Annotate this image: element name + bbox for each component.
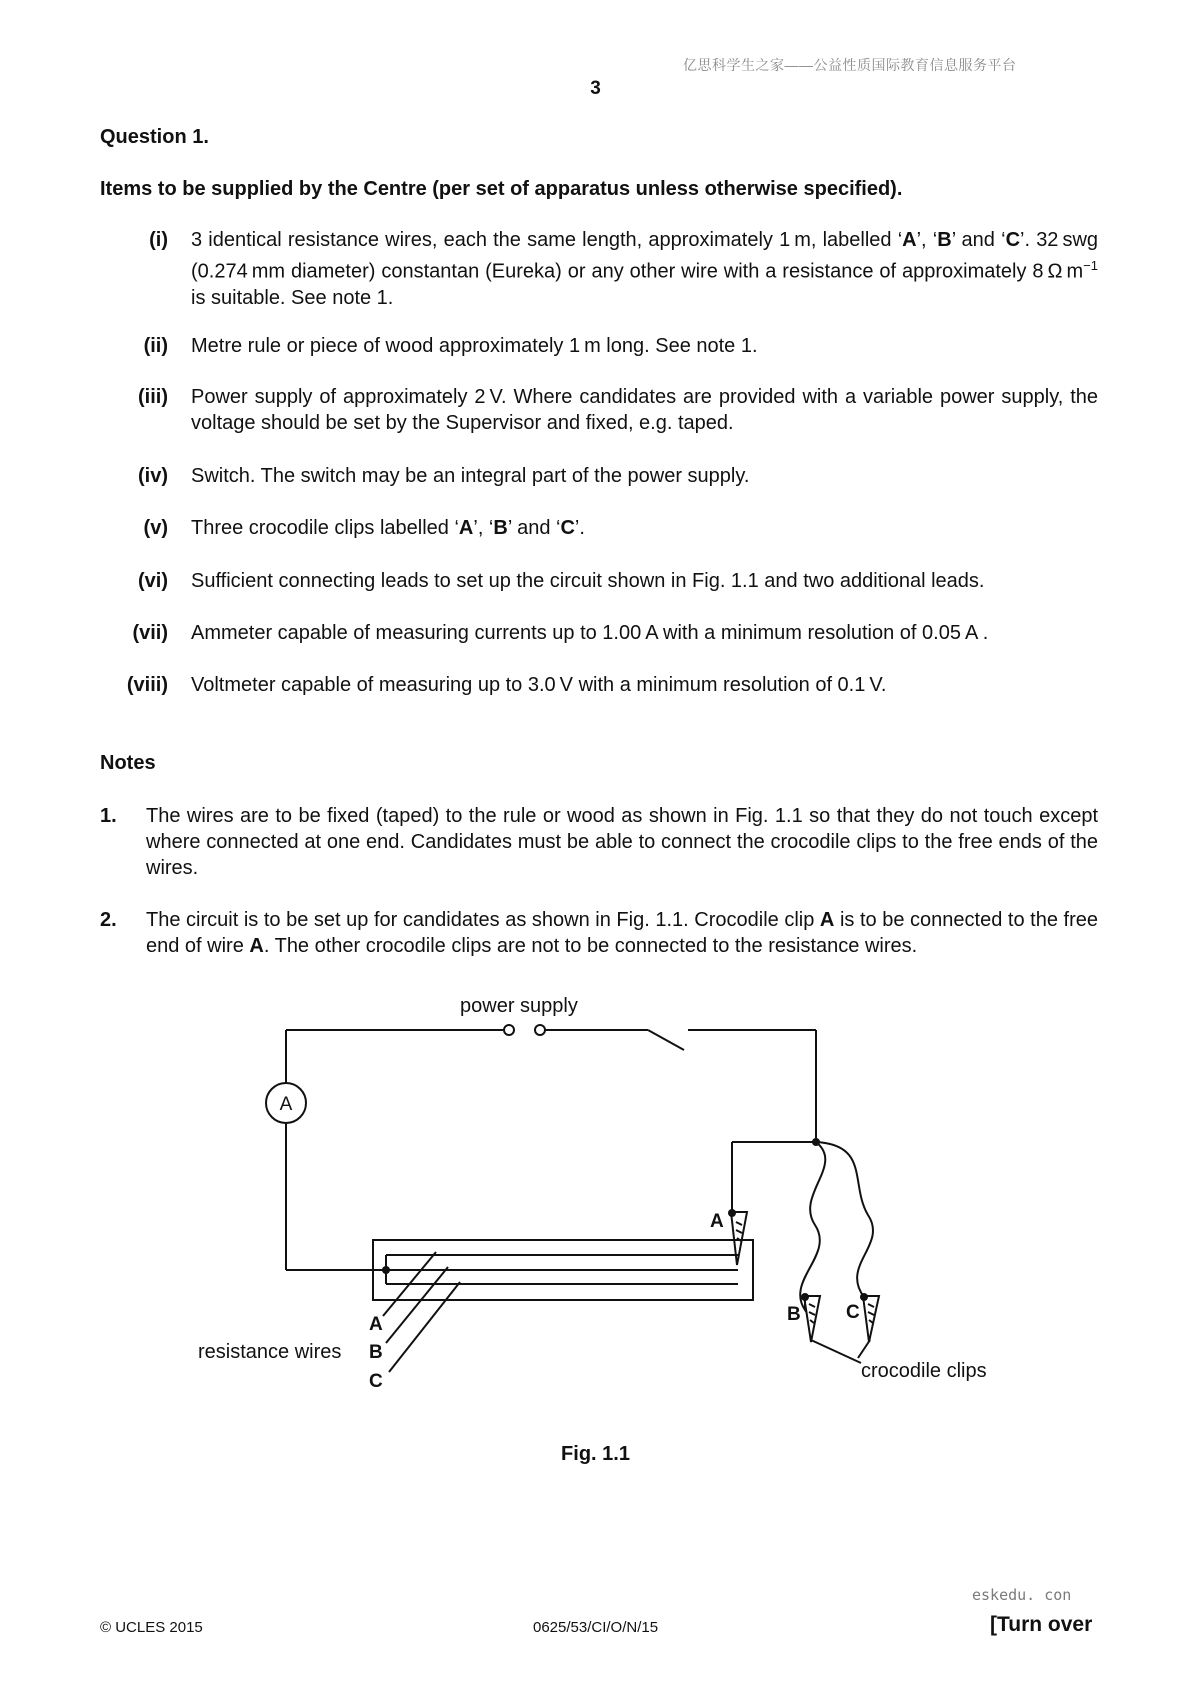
item-text: Switch. The switch may be an integral part of the power supply. bbox=[191, 465, 750, 487]
item-text: Metre rule or piece of wood approximately 1 m long. See note 1. bbox=[191, 335, 758, 357]
item-number: (viii) bbox=[126, 674, 168, 696]
notes-heading: Notes bbox=[100, 752, 156, 774]
clip-a-label: A bbox=[710, 1211, 724, 1232]
item-number: (vi) bbox=[138, 570, 168, 592]
question-title: Question 1. bbox=[100, 126, 209, 148]
watermark-text: 亿思科学生之家——公益性质国际教育信息服务平台 bbox=[683, 57, 1017, 73]
item-number: (iv) bbox=[138, 465, 168, 487]
item-number: (ii) bbox=[143, 335, 168, 357]
crocodile-clips-label: crocodile clips bbox=[861, 1360, 987, 1382]
turn-over-text: [Turn over bbox=[990, 1613, 1093, 1636]
ammeter-label: A bbox=[279, 1094, 293, 1115]
item-text: Power supply of approximately 2 V. Where candidates are provided with a variable power supply, the voltage should be set by the Supervisor and fixed, e.g. taped. bbox=[191, 386, 1098, 434]
copyright-text: © UCLES 2015 bbox=[100, 1619, 203, 1636]
paper-code: 0625/53/CI/O/N/15 bbox=[533, 1619, 659, 1636]
item-number: (iii) bbox=[138, 386, 168, 408]
items-heading: Items to be supplied by the Centre (per set of apparatus unless otherwise specified). bbox=[100, 178, 903, 200]
page-number: 3 bbox=[590, 78, 601, 99]
clip-c-label: C bbox=[846, 1302, 860, 1323]
item-text: Three crocodile clips labelled ‘A’, ‘B’ and ‘C’. bbox=[191, 517, 585, 539]
resistance-wires-label: resistance wires bbox=[198, 1341, 342, 1363]
item-text: 3 identical resistance wires, each the same length, approximately 1 m, labelled ‘A’, ‘B’ and ‘C’. 32 swg (0.274 mm diameter) constantan (Eureka) or any other wire with a resistance of approximately 8 Ω $m^{-1}$ is suitable. See note 1. bbox=[191, 229, 1099, 309]
item-text: Voltmeter capable of measuring up to 3.0 V with a minimum resolution of 0.1 V. bbox=[191, 674, 887, 696]
note-text: The wires are to be fixed (taped) to the rule or wood as shown in Fig. 1.1 so that they do not touch except where connected at one end. Candidates must be able to connect the crocodile clips to the free ends of the wires. bbox=[146, 805, 1098, 879]
figure-caption: Fig. 1.1 bbox=[561, 1443, 630, 1465]
note-text: The circuit is to be set up for candidates as shown in Fig. 1.1. Crocodile clip A is to be connected to the free end of wire A. The other crocodile clips are not to be connected to the resistance wires. bbox=[146, 909, 1098, 957]
item-number: (i) bbox=[149, 229, 168, 251]
note-number: 1. bbox=[100, 805, 117, 827]
item-number: (vii) bbox=[132, 622, 168, 644]
circuit-diagram bbox=[0, 985, 1191, 1425]
power-supply-label: power supply bbox=[460, 995, 578, 1017]
note-number: 2. bbox=[100, 909, 117, 931]
item-number: (v) bbox=[143, 517, 168, 539]
item-text: Ammeter capable of measuring currents up to 1.00 A with a minimum resolution of 0.05 A . bbox=[191, 622, 989, 644]
wire-c-label: C bbox=[369, 1371, 383, 1392]
wire-a-label: A bbox=[369, 1314, 383, 1335]
wire-b-label: B bbox=[369, 1342, 383, 1363]
eskedu-watermark: eskedu. con bbox=[972, 1586, 1072, 1604]
item-text: Sufficient connecting leads to set up the circuit shown in Fig. 1.1 and two additional leads. bbox=[191, 570, 985, 592]
clip-b-label: B bbox=[787, 1304, 801, 1325]
